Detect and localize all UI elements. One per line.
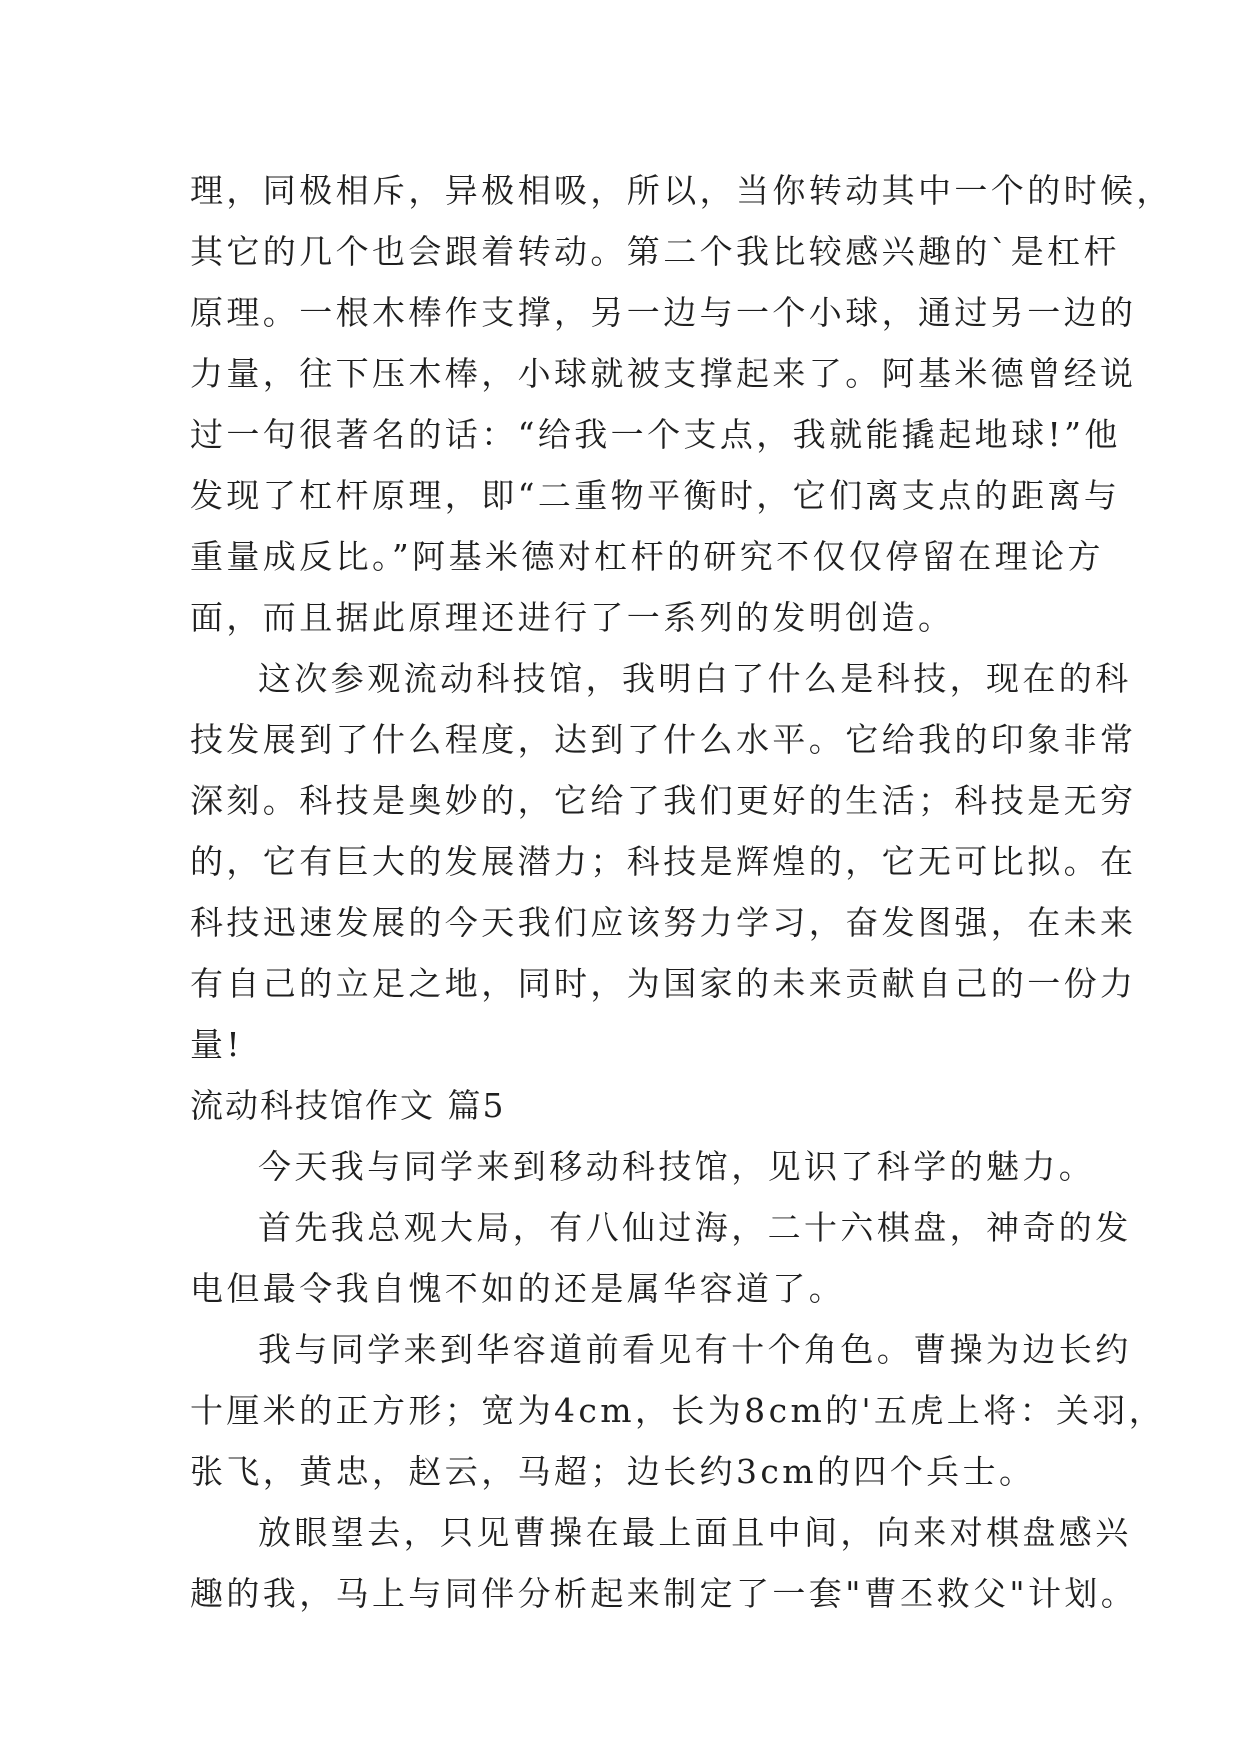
- document-body: [190, 160, 1173, 1624]
- text-line: 有自己的立足之地，同时，为国家的未来贡献自己的一份力: [190, 964, 1137, 1003]
- text-line: 发现了杠杆原理，即“二重物平衡时，它们离支点的距离与: [190, 476, 1121, 515]
- paragraph-start-line: 这次参观流动科技馆，我明白了什么是科技，现在的科: [258, 659, 1132, 698]
- paragraph-start-line: 我与同学来到华容道前看见有十个角色。曹操为边长约: [258, 1330, 1132, 1369]
- text-line: 科技迅速发展的今天我们应该努力学习，奋发图强，在未来: [190, 903, 1137, 942]
- text-line: 面，而且据此原理还进行了一系列的发明创造。: [190, 598, 955, 637]
- section-heading: 流动科技馆作文 篇5: [190, 1086, 506, 1125]
- text-line: 技发展到了什么程度，达到了什么水平。它给我的印象非常: [190, 720, 1137, 759]
- text-line: 趣的我，马上与同伴分析起来制定了一套"曹丕救父"计划。: [190, 1574, 1138, 1613]
- text-line: 过一句很著名的话：“给我一个支点，我就能撬起地球!”他: [190, 415, 1121, 454]
- text-line: 理，同极相斥，异极相吸，所以，当你转动其中一个的时候，: [190, 171, 1173, 210]
- text-line: 原理。一根木棒作支撑，另一边与一个小球，通过另一边的: [190, 293, 1137, 332]
- paragraph-start-line: 今天我与同学来到移动科技馆，见识了科学的魅力。: [258, 1147, 1096, 1186]
- text-line: 量!: [190, 1025, 244, 1064]
- text-line: 电但最令我自愧不如的还是属华容道了。: [190, 1269, 846, 1308]
- text-line: 重量成反比。”阿基米德对杠杆的研究不仅仅停留在理论方: [190, 537, 1104, 576]
- text-line: 的，它有巨大的发展潜力；科技是辉煌的，它无可比拟。在: [190, 842, 1137, 881]
- paragraph-start-line: 首先我总观大局，有八仙过海，二十六棋盘，神奇的发: [258, 1208, 1132, 1247]
- text-line: 张飞，黄忠，赵云，马超；边长约3cm的四个兵士。: [190, 1452, 1036, 1491]
- text-line: 深刻。科技是奥妙的，它给了我们更好的生活；科技是无穷: [190, 781, 1137, 820]
- text-line: 其它的几个也会跟着转动。第二个我比较感兴趣的`是杠杆: [190, 232, 1120, 271]
- text-line: 十厘米的正方形；宽为4cm，长为8cm的'五虎上将：关羽，: [190, 1391, 1166, 1430]
- text-line: 力量，往下压木棒，小球就被支撑起来了。阿基米德曾经说: [190, 354, 1137, 393]
- paragraph-start-line: 放眼望去，只见曹操在最上面且中间，向来对棋盘感兴: [258, 1513, 1132, 1552]
